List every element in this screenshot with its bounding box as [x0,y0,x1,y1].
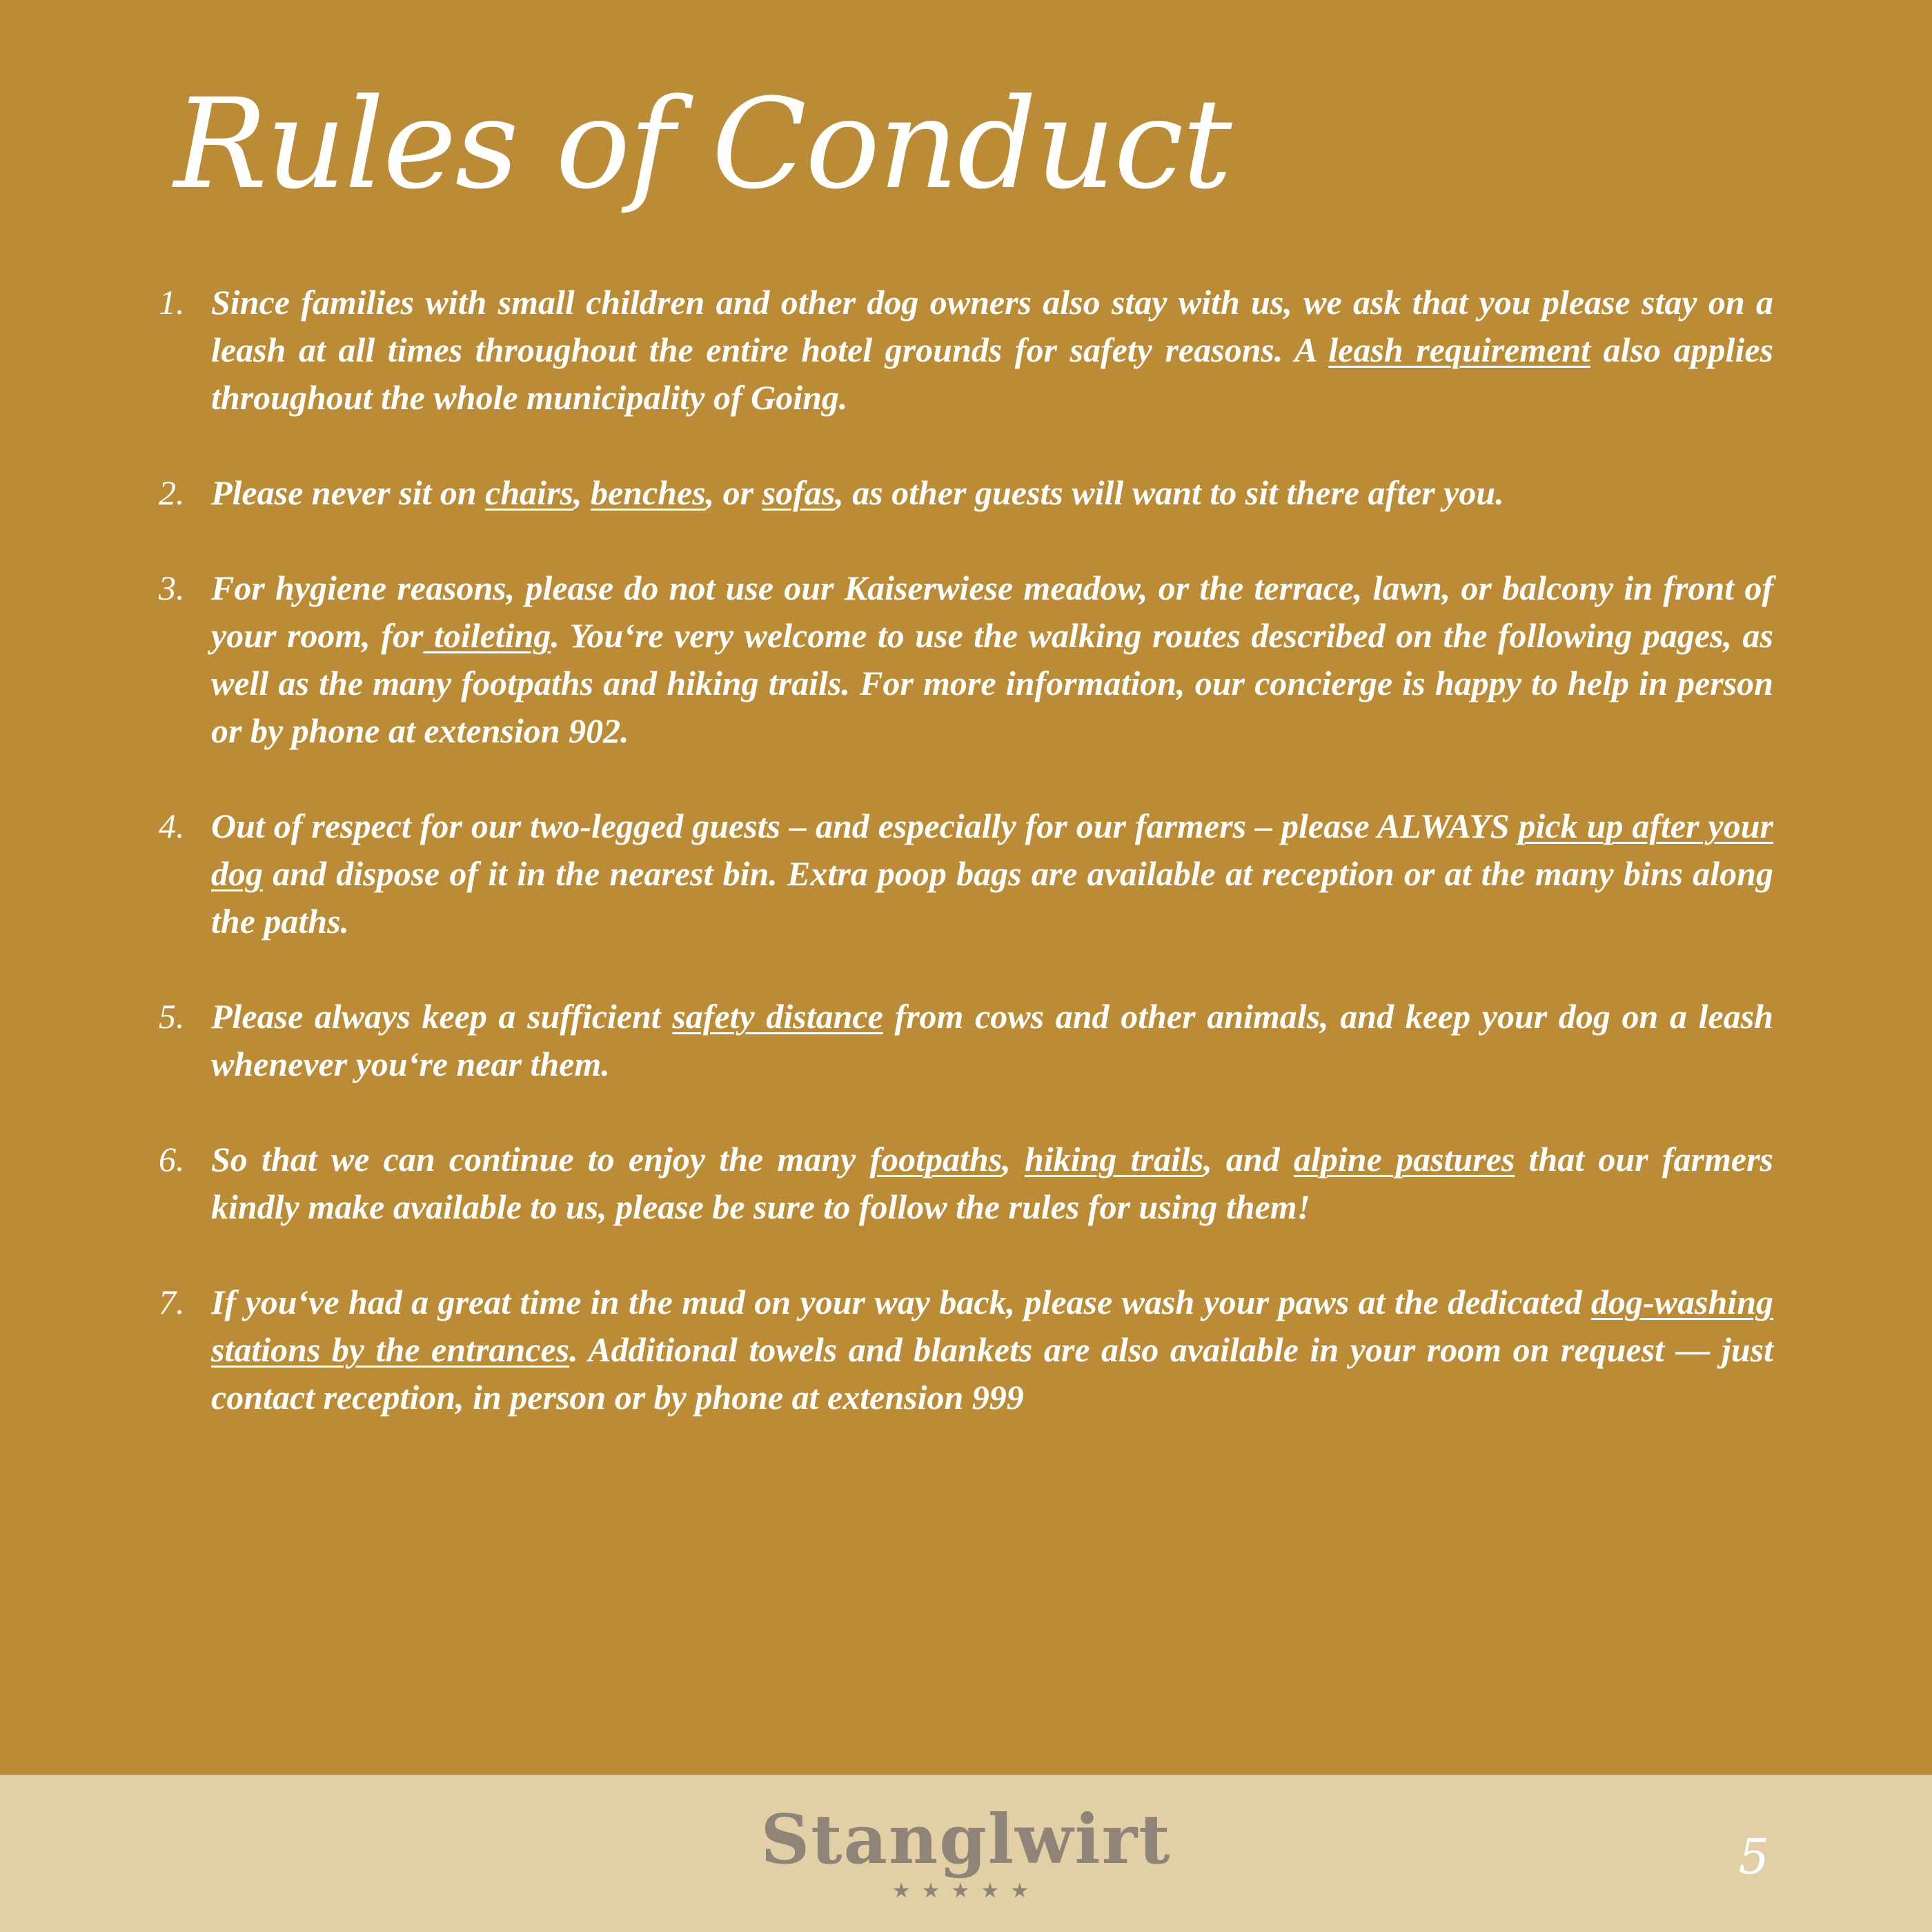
star-rating-icons: ★★★★★ [891,1879,1041,1903]
rule-item [159,802,1773,945]
rule-emphasis: footpaths [869,1140,1003,1179]
rule-emphasis: sofas [762,473,836,512]
rule-item [159,564,1773,755]
rule-text-segment: also applies throughout the whole municipality of Going. [211,331,1773,417]
rule-number: 6. [159,1140,185,1179]
rule-text [211,993,1773,1088]
page-title: Rules of Conduct [174,72,1231,217]
rule-item [159,1136,1773,1231]
rule-emphasis: pick up after your dog [211,807,1773,893]
rule-number: 1. [159,283,185,322]
rule-emphasis: benches [590,473,706,512]
rule-text-segment: . You‘re very welcome to use the walking routes described on the following pages, as well as the many footpaths and hiking trails. For more information, our concierge is happy to help in person or by phone at extension 902. [211,616,1773,750]
rule-text-segment: Since families with small children and other dog owners also stay with us, we ask that you please stay on a leash at all times throughout the entire hotel grounds for safety reasons. A [211,283,1773,369]
rule-item [159,469,1773,517]
rule-text [211,1136,1773,1231]
rule-text-segment: from cows and other animals, and keep your dog on a leash whenever you‘re near them. [211,997,1773,1083]
rules-list [159,279,1773,1469]
rule-emphasis: hiking trails [1024,1140,1204,1179]
rule-emphasis: safety distance [672,997,883,1036]
rule-text-segment: , or [705,473,762,512]
brand-logo: Stanglwirt [760,1800,1172,1880]
rule-emphasis: chairs [485,473,573,512]
rule-text [211,564,1773,755]
rule-item [159,993,1773,1088]
rule-number: 2. [159,473,185,512]
rule-emphasis: dog-washing stations by the entrances [211,1283,1773,1369]
rule-text [211,279,1773,422]
rule-text-segment: Out of respect for our two-legged guests – and especially for our farmers – please ALWAYS [211,807,1519,845]
rule-text-segment: Please always keep a sufficient [211,997,673,1036]
rule-emphasis: leash requirement [1328,331,1591,369]
rule-text-segment: , as other guests will want to sit there after you. [835,473,1504,512]
rule-text [211,802,1773,945]
page-number: 5 [1738,1828,1769,1885]
rule-text-segment: that our farmers kindly make available to us, please be sure to follow the rules for using them! [211,1140,1773,1226]
rule-number: 5. [159,997,185,1036]
rule-item [159,279,1773,422]
rule-text-segment: If you‘ve had a great time in the mud on your way back, please wash your paws at the dedicated [211,1283,1592,1321]
rule-text-segment: For hygiene reasons, please do not use our Kaiserwiese meadow, or the terrace, lawn, or balcony in front of your room, for [211,569,1773,655]
rule-text-segment: , [573,473,591,512]
rule-number: 7. [159,1283,185,1321]
rule-text [211,1279,1773,1421]
rule-text-segment: , and [1203,1140,1294,1179]
rule-item [159,1279,1773,1421]
rule-emphasis: alpine pastures [1293,1140,1515,1179]
rule-text-segment: Please never sit on [211,473,486,512]
rule-number: 4. [159,807,185,845]
rule-text-segment: , [1002,1140,1025,1179]
rule-number: 3. [159,569,185,607]
rule-text-segment: So that we can continue to enjoy the many [211,1140,870,1179]
rule-emphasis: toileting [423,616,551,655]
rule-text [211,469,1773,517]
rule-text-segment: . Additional towels and blankets are also available in your room on request — just contact reception, in person or by phone at extension 999 [211,1330,1774,1417]
rule-text-segment: and dispose of it in the nearest bin. Extra poop bags are available at reception or at the many bins along the paths. [211,854,1773,940]
